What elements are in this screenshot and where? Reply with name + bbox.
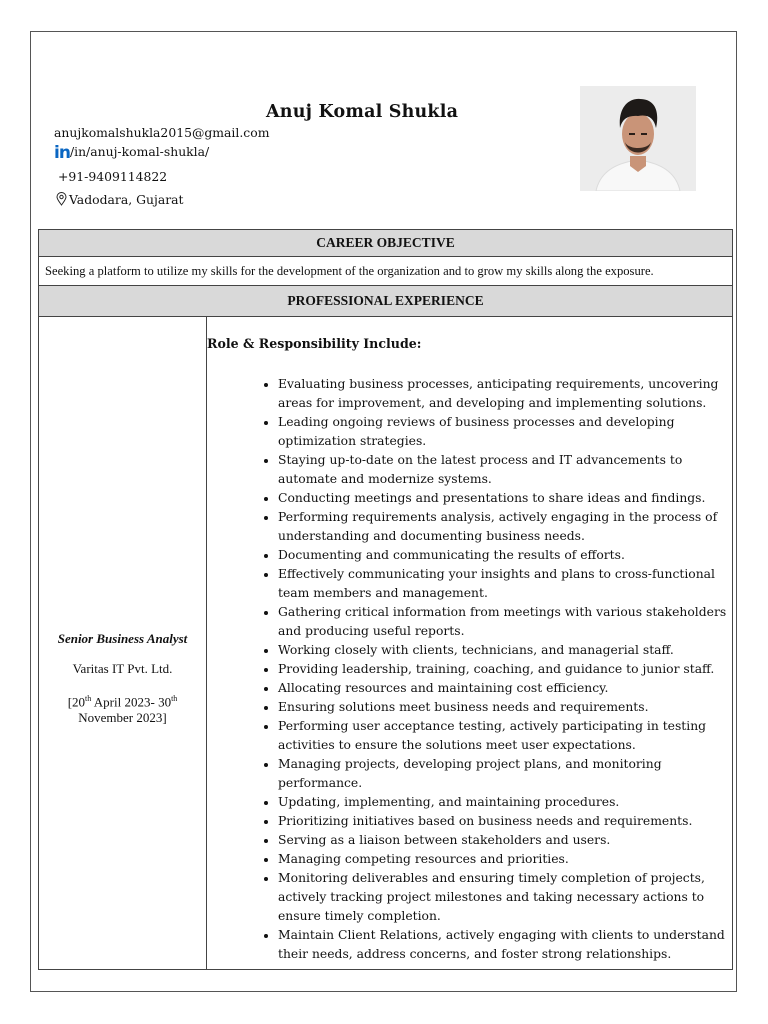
responsibility-item: • Conducting meetings and presentations to share ideas and findings. <box>278 489 732 508</box>
date-end-rest: November 2023] <box>78 709 167 725</box>
responsibility-item: • Working closely with clients, technicians, and managerial staff. <box>278 641 732 660</box>
responsibility-item: • Providing leadership, training, coaching, and guidance to junior staff. <box>278 660 732 679</box>
responsibility-item: • Monitoring deliverables and ensuring timely completion of projects, actively tracking project milestones and taking necessary actions to ensure timely completion. <box>278 869 732 926</box>
resume-table <box>38 229 733 970</box>
responsibility-item: • Maintain Client Relations, actively engaging with clients to understand their needs, address concerns, and foster strong relationships. <box>278 926 732 964</box>
responsibility-item: • Allocating resources and maintaining cost efficiency. <box>278 679 732 698</box>
responsibility-item: • Leading ongoing reviews of business processes and developing optimization strategies. <box>278 413 732 451</box>
responsibility-item: • Serving as a liaison between stakeholders and users. <box>278 831 732 850</box>
role-heading: Role & Responsibility Include: <box>207 336 422 351</box>
location-line <box>56 192 184 207</box>
responsibilities-cell <box>207 317 733 970</box>
responsibility-item: • Staying up-to-date on the latest process and IT advancements to automate and modernize systems. <box>278 451 732 489</box>
job-title: Senior Business Analyst <box>57 631 188 647</box>
professional-experience-heading: PROFESSIONAL EXPERIENCE <box>39 286 733 317</box>
responsibility-item: • Effectively communicating your insights and plans to cross-functional team members and management. <box>278 565 732 603</box>
date-end-suffix: th <box>171 694 178 704</box>
responsibility-item: • Evaluating business processes, anticipating requirements, uncovering areas for improvement, and developing and implementing solutions. <box>278 375 732 413</box>
career-objective-heading: CAREER OBJECTIVE <box>39 230 733 257</box>
email-text: anujkomalshukla2015@gmail.com <box>54 125 270 140</box>
responsibility-item: • Prioritizing initiatives based on business needs and requirements. <box>278 812 732 831</box>
profile-photo <box>580 86 696 191</box>
linkedin-handle: /in/anuj-komal-shukla/ <box>69 144 210 159</box>
person-silhouette-icon <box>580 86 696 191</box>
responsibility-item: • Updating, implementing, and maintaining procedures. <box>278 793 732 812</box>
responsibility-item: • Managing competing resources and priorities. <box>278 850 732 869</box>
phone-text: +91-9409114822 <box>58 169 168 184</box>
candidate-name: Anuj Komal Shukla <box>266 102 459 122</box>
job-summary-cell <box>39 317 207 970</box>
responsibility-item: • Performing user acceptance testing, actively participating in testing activities to ensure the solutions meet user expectations. <box>278 717 732 755</box>
date-start-day: [20 <box>67 694 86 710</box>
responsibility-item: • Ensuring solutions meet business needs and requirements. <box>278 698 732 717</box>
location-pin-icon <box>56 192 67 206</box>
responsibility-item: • Documenting and communicating the results of efforts. <box>278 546 732 565</box>
responsibilities-list <box>207 375 732 964</box>
date-start-rest: April 2023- 30 <box>91 694 172 710</box>
career-objective-text: Seeking a platform to utilize my skills for the development of the organization and to grow my skills along the exposure. <box>39 257 733 286</box>
linkedin-icon: in <box>54 143 70 163</box>
responsibility-item: • Managing projects, developing project plans, and monitoring performance. <box>278 755 732 793</box>
linkedin-line[interactable] <box>54 143 209 163</box>
location-text: Vadodara, Gujarat <box>69 192 184 207</box>
responsibility-item: • Gathering critical information from meetings with various stakeholders and producing useful reports. <box>278 603 732 641</box>
company-name: Varitas IT Pvt. Ltd. <box>72 661 173 677</box>
date-start-suffix: th <box>85 694 92 704</box>
employment-dates <box>39 691 206 724</box>
responsibility-item: • Performing requirements analysis, actively engaging in the process of understanding and documenting business needs. <box>278 508 732 546</box>
